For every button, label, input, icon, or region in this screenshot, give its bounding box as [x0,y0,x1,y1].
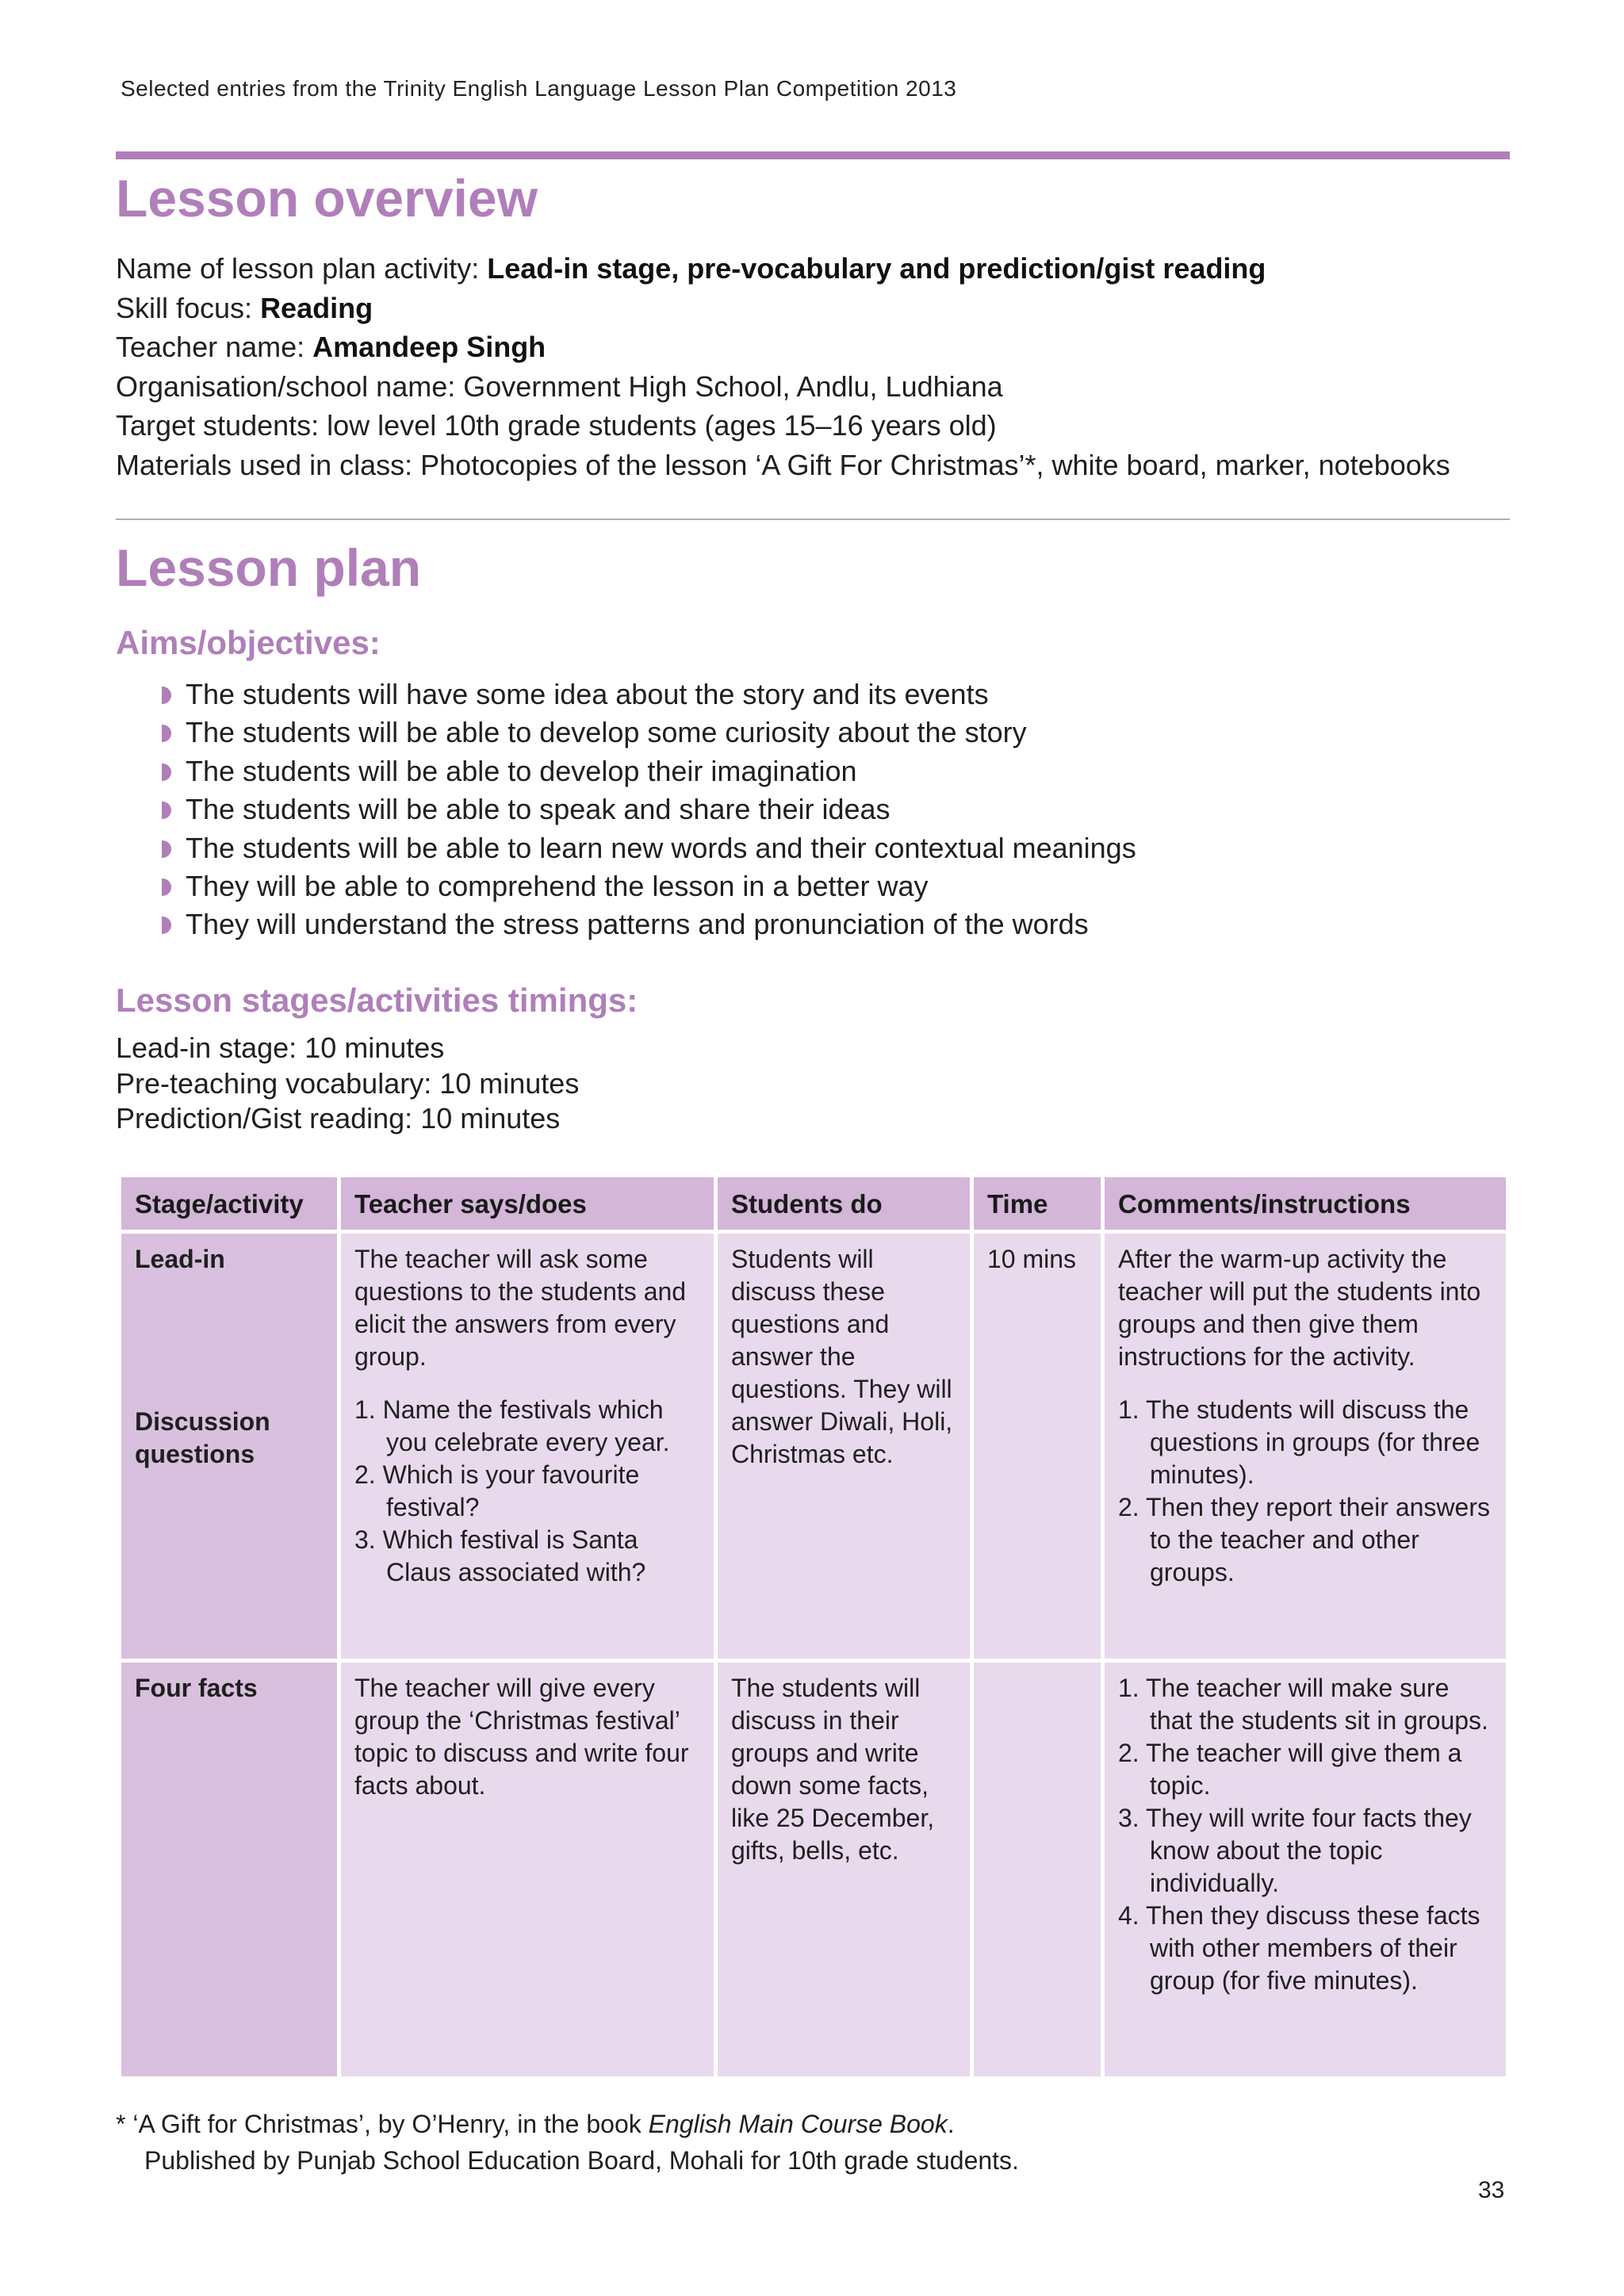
lesson-overview [116,249,1511,484]
aim-text: The students will have some idea about the story and its events [186,678,989,710]
stage-name: Four facts [135,1674,258,1702]
bullet-icon [162,687,171,704]
question-list [354,1394,700,1589]
activity-line [116,249,1511,289]
teacher-value: Amandeep Singh [312,331,546,363]
footnote [116,2106,1019,2179]
aims-list [159,675,1136,944]
skill-label: Skill focus: [116,291,261,324]
aim-text: The students will be able to speak and share their ideas [186,793,891,826]
comments-intro: After the warm-up activity the teacher will put the students into groups and then give them instructions for the activity. [1118,1245,1481,1371]
table-row [121,1663,1506,2076]
organisation-line: Organisation/school name: Government High School, Andlu, Ludhiana [116,369,1003,403]
instruction-item: 2. The teacher will give them a topic. [1118,1739,1462,1800]
aim-text: They will be able to comprehend the lesson in a better way [186,870,929,903]
instruction-item: 1. The students will discuss the questions in groups (for three minutes). [1118,1395,1480,1489]
activity-value: Lead-in stage, pre-vocabulary and prediction/gist reading [487,252,1266,285]
instruction-list [1118,1672,1492,1997]
target-students-line: Target students: low level 10th grade students (ages 15–16 years old) [116,409,997,442]
aim-item [159,829,1136,867]
comments-cell [1105,1234,1506,1659]
footnote-line-2: Published by Punjab School Education Board, Mohali for 10th grade students. [144,2146,1019,2175]
aim-item [159,867,1136,905]
timing-item: Prediction/Gist reading: 10 minutes [116,1102,561,1135]
bullet-icon [162,840,171,858]
column-header-teacher: Teacher says/does [341,1177,714,1230]
skill-line [116,289,1511,328]
aims-title: Aims/objectives: [116,624,381,661]
timing-item: Pre-teaching vocabulary: 10 minutes [116,1066,580,1100]
footnote-book-title: English Main Course Book [648,2110,948,2138]
aim-item [159,790,1136,828]
instruction-list [1118,1394,1492,1589]
materials-line: Materials used in class: Photocopies of the lesson ‘A Gift For Christmas’*, white board, marker, notebooks [116,448,1450,481]
bullet-icon [162,763,171,781]
timings-list [116,1031,579,1137]
teacher-cell [341,1234,714,1659]
teacher-label: Teacher name: [116,331,313,363]
aim-text: They will understand the stress patterns and pronunciation of the words [186,908,1089,941]
bullet-icon [162,725,171,742]
instruction-item: 3. They will write four facts they know about the topic individually. [1118,1804,1472,1897]
question-item: 1. Name the festivals which you celebrate every year. [354,1395,670,1456]
question-item: 3. Which festival is Santa Claus associated with? [354,1525,646,1586]
activity-label: Name of lesson plan activity: [116,252,488,285]
aim-item [159,752,1136,790]
aim-item [159,675,1136,714]
footnote-prefix: * ‘A Gift for Christmas’, by O’Henry, in the book [116,2110,649,2138]
footnote-line-1 [116,2106,1019,2142]
bullet-icon [162,802,171,819]
column-header-students: Students do [718,1177,970,1230]
teacher-line [116,327,1511,367]
lesson-plan-table [117,1173,1510,2080]
stage-cell [121,1234,337,1659]
bullet-icon [162,916,171,934]
teacher-intro: The teacher will ask some questions to the students and elicit the answers from every group. [354,1245,687,1371]
running-head: Selected entries from the Trinity English Language Lesson Plan Competition 2013 [121,76,957,101]
aim-text: The students will be able to develop their imagination [186,754,857,787]
section-divider [116,519,1510,520]
table-header-row [121,1177,1506,1230]
stage-cell [121,1663,337,2076]
bullet-icon [162,878,171,896]
instruction-item: 1. The teacher will make sure that the students sit in groups. [1118,1674,1488,1735]
page-number: 33 [1478,2177,1505,2203]
column-header-time: Time [974,1177,1101,1230]
aim-text: The students will be able to develop some curiosity about the story [186,716,1027,749]
column-header-stage: Stage/activity [121,1177,337,1230]
students-cell: Students will discuss these questions and answer the questions. They will answer Diwali, Holi, Christmas etc. [718,1234,970,1659]
students-cell: The students will discuss in their groups and write down some facts, like 25 December, gifts, bells, etc. [718,1663,970,2076]
footnote-suffix: . [947,2110,955,2138]
table-row [121,1234,1506,1659]
aim-item [159,714,1136,752]
column-header-comments: Comments/instructions [1105,1177,1506,1230]
time-cell [974,1663,1101,2076]
lesson-overview-title: Lesson overview [116,169,538,228]
stage-subtitle: Discussion questions [135,1407,270,1468]
skill-value: Reading [260,291,373,324]
question-item: 2. Which is your favourite festival? [354,1460,640,1521]
lesson-plan-title: Lesson plan [116,538,422,597]
stage-name: Lead-in [135,1245,225,1273]
aim-item [159,905,1136,943]
comments-cell [1105,1663,1506,2076]
teacher-cell: The teacher will give every group the ‘Christmas festival’ topic to discuss and write four facts about. [341,1663,714,2076]
timing-item: Lead-in stage: 10 minutes [116,1031,445,1064]
aim-text: The students will be able to learn new words and their contextual meanings [186,831,1136,864]
top-rule [116,151,1510,159]
time-cell: 10 mins [974,1234,1101,1659]
instruction-item: 4. Then they discuss these facts with other members of their group (for five minutes). [1118,1901,1480,1995]
instruction-item: 2. Then they report their answers to the teacher and other groups. [1118,1493,1490,1586]
timings-title: Lesson stages/activities timings: [116,982,638,1019]
